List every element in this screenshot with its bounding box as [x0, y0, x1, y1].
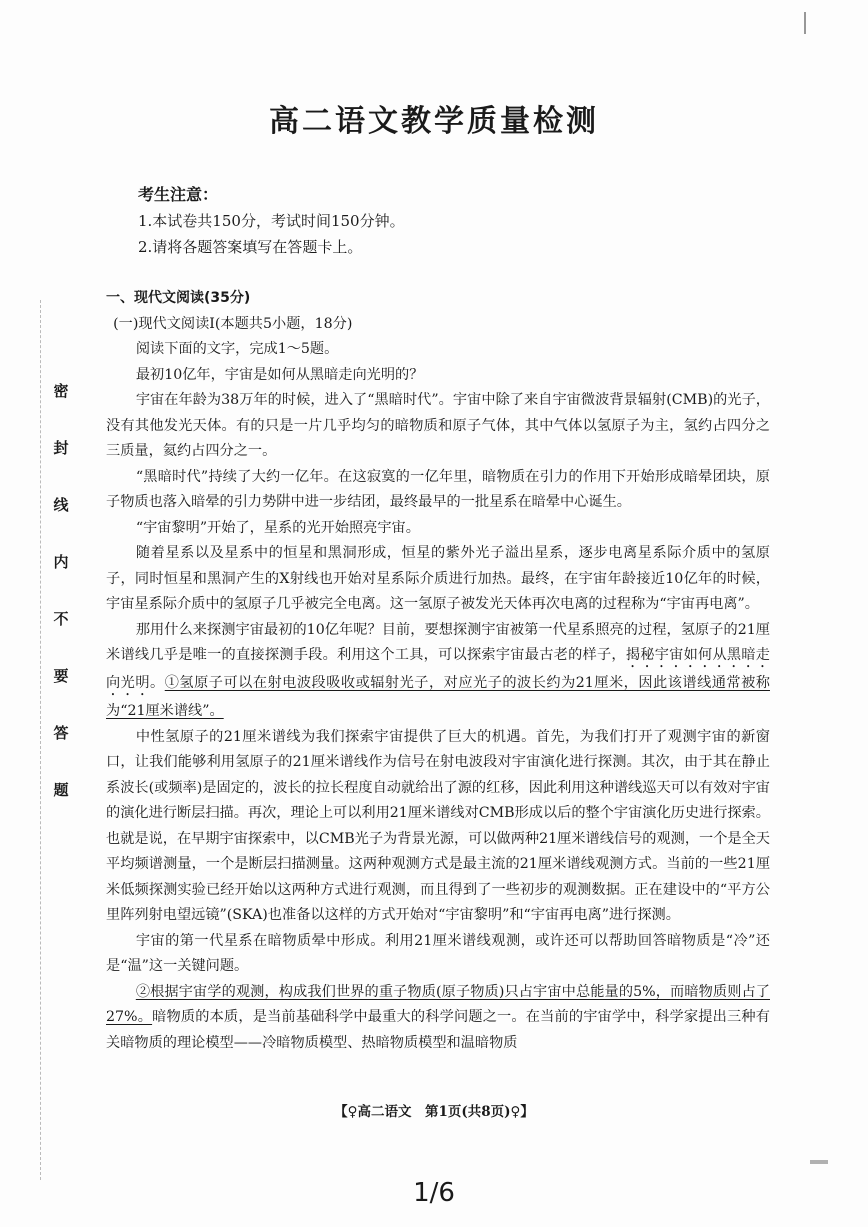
- paragraph-text: 那用什么来探测宇宙最初的10亿年呢？目前，要想探测宇宙被第一代星系照亮的过程，氢原子的21厘米谱线几乎是唯一的直接探测手段。利用这个工具，可以探索宇宙最古老的样子，: [106, 621, 770, 663]
- paragraph: “黑暗时代”持续了大约一亿年。在这寂寞的一亿年里，暗物质在引力的作用下开始形成暗晕团块，原子物质也落入暗晕的引力势阱中进一步结团，最终最早的一批星系在暗晕中心诞生。: [106, 468, 770, 510]
- binding-sidebar: [48, 380, 74, 800]
- paragraph-text: 暗物质的本质，是当前基础科学中最重大的科学问题之一。在当前的宇宙学中，科学家提出三种有关暗物质的理论模型——冷暗物质模型、热暗物质模型和温暗物质: [106, 1009, 770, 1051]
- paragraph: 宇宙在年龄为38万年的时候，进入了“黑暗时代”。宇宙中除了来自宇宙微波背景辐射(CMB)的光子，没有其他发光天体。有的只是一片几乎均匀的暗物质和原子气体，其中气体以氢原子为主，氢约占四分之三质量，氦约占四分之一。: [106, 392, 770, 459]
- notice-item: 1.本试卷共150分，考试时间150分钟。: [138, 212, 405, 230]
- paragraph: 随着星系以及星系中的恒星和黑洞形成，恒星的紫外光子溢出星系，逐步电离星系际介质中的氢原子，同时恒星和黑洞产生的X射线也开始对星系际介质进行加热。最终，在宇宙年龄接近10亿年的时候，宇宙星系际介质中的氢原子几乎被完全电离。这一氢原子被发光天体再次电离的过程称为“宇宙再电离”。: [106, 545, 770, 612]
- sidebar-char: 线: [53, 496, 69, 514]
- section-heading: 一、现代文阅读(35分): [106, 290, 251, 306]
- page-title: 高二语文教学质量检测: [269, 104, 599, 139]
- sub-section-heading: (一)现代文阅读Ⅰ(本题共5小题，18分): [113, 315, 353, 332]
- sidebar-char: 题: [53, 781, 69, 799]
- sidebar-char: 封: [53, 439, 69, 457]
- underlined-sentence-2: ②根据宇宙学的观测，构成我们世界的重子物质(原子物质)只占宇宙中总能量的5%，而暗物质则占了27%。: [106, 983, 770, 1025]
- binding-line: [40, 300, 41, 1180]
- sidebar-char: 答: [53, 724, 69, 742]
- paragraph: “宇宙黎明”开始了，星系的光开始照亮宇宙。: [135, 519, 420, 536]
- sidebar-char: 密: [53, 382, 69, 400]
- paragraph-text: 。: [150, 675, 165, 691]
- paragraph: 中性氢原子的21厘米谱线为我们探索宇宙提供了巨大的机遇。首先，为我们打开了观测宇宙的新窗口，让我们能够利用氢原子的21厘米谱线作为信号在射电波段对宇宙演化进行探测。其次，由于其在静止系波长(或频率)是固定的，波长的拉长程度自动就给出了源的红移，因此利用这种谱线巡天可以有效对宇宙的演化进行断层扫描。再次，理论上可以利用21厘米谱线对CMB形成以后的整个宇宙演化历史进行探索。也就是说，在早期宇宙探索中，以CMB光子为背景光源，可以做两种21厘米谱线信号的观测，一个是全天平均频谱测量，一个是断层扫描测量。这两种观测方式是最主流的21厘米谱线观测方式。当前的一些21厘米低频探测实验已经开始以这两种方式进行观测，而且得到了一些初步的观测数据。正在建设中的“平方公里阵列射电望远镜”(SKA)也准备以这样的方式开始对“宇宙黎明”和“宇宙再电离”进行探测。: [106, 728, 771, 923]
- page-footer: 【♀高二语文 第1页(共8页)♀】: [334, 1104, 534, 1120]
- reading-instruction: 阅读下面的文字，完成1～5题。: [135, 341, 339, 357]
- paragraph: 宇宙的第一代星系在暗物质晕中形成。利用21厘米谱线观测，或许还可以帮助回答暗物质是“冷”还是“温”这一关键问题。: [106, 932, 770, 974]
- notice-heading: 考生注意：: [138, 185, 219, 204]
- sidebar-char: 内: [53, 553, 69, 571]
- emphasized-phrase: 揭秘宇宙如何从黑暗走向光明: [106, 647, 770, 691]
- corner-mark: [804, 12, 816, 34]
- exam-notice: [138, 182, 405, 260]
- scan-mark: [810, 1160, 828, 1164]
- paragraph: [106, 980, 770, 1057]
- notice-item: 2.请将各题答案填写在答题卡上。: [138, 238, 363, 256]
- page-indicator: 1/6: [413, 1178, 455, 1208]
- article-title: 最初10亿年，宇宙是如何从黑暗走向光明的？: [135, 366, 424, 383]
- underlined-sentence-1: ①氢原子可以在射电波段吸收或辐射光子，对应光子的波长约为21厘米，因此该谱线通常被称为“21厘米谱线”。: [106, 675, 770, 719]
- paragraph: [106, 618, 770, 725]
- sidebar-char: 不: [53, 610, 69, 628]
- reading-section: [106, 286, 770, 1056]
- sidebar-char: 要: [53, 667, 69, 685]
